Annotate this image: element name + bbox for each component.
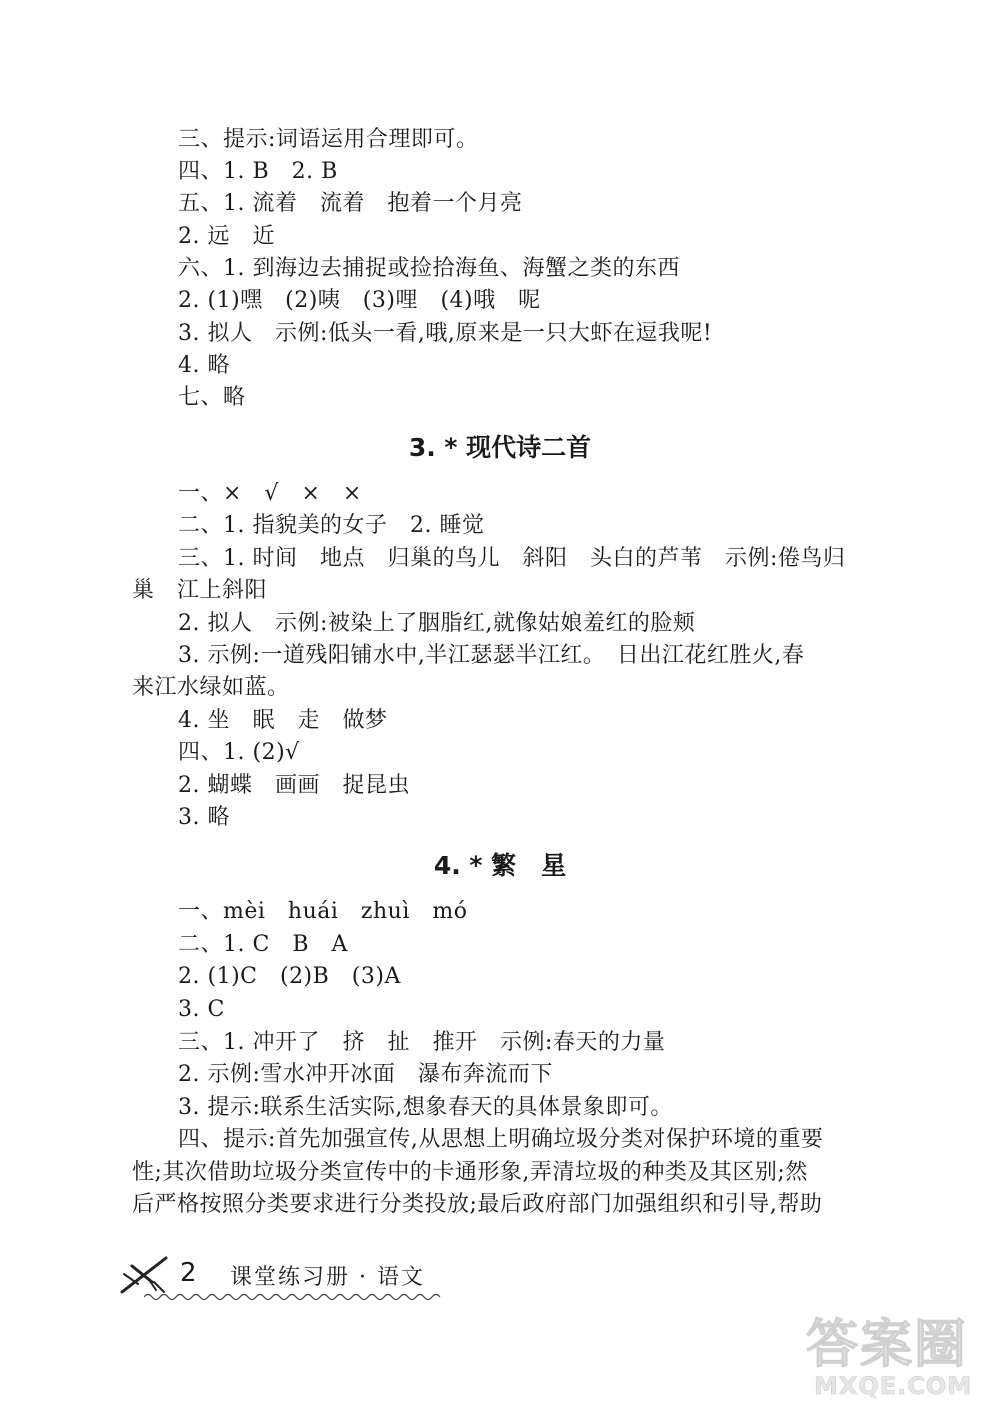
answer-line: 2. (1)嘿 (2)咦 (3)哩 (4)哦 呢 [178, 288, 541, 313]
answer-line: 4. 坐 眠 走 做梦 [178, 708, 388, 733]
page-footer [118, 1252, 438, 1312]
answer-line: 2. 示例:雪水冲开冰面 瀑布奔流而下 [178, 1062, 553, 1087]
answer-line: 3. 提示:联系生活实际,想象春天的具体景象即可。 [178, 1095, 673, 1120]
answer-line: 3. C [178, 997, 225, 1022]
answer-line: 2. 蝴蝶 画画 捉昆虫 [178, 773, 410, 798]
book-title: 课堂练习册 · 语文 [230, 1265, 425, 1290]
answer-line: 五、1. 流着 流着 抱着一个月亮 [178, 191, 523, 216]
section-title: 3. * 现代诗二首 [408, 433, 592, 462]
section-title: 4. * 繁 星 [433, 851, 567, 880]
page-number: 2 [180, 1258, 197, 1288]
answer-line: 3. 拟人 示例:低头一看,哦,原来是一只大虾在逗我呢! [178, 321, 713, 346]
watermark-logo: 答案圈 [806, 1315, 969, 1375]
answer-line: 二、1. 指貌美的女子 2. 睡觉 [178, 513, 485, 538]
answer-line: 3. 略 [178, 805, 230, 830]
watermark [800, 1300, 990, 1410]
answer-line: 三、提示:词语运用合理即可。 [178, 127, 479, 152]
answer-line: 3. 示例:一道残阳铺水中,半江瑟瑟半江红。 日出江花红胜火,春 [178, 643, 805, 668]
answer-line: 一、mèi huái zhuì mó [178, 899, 468, 924]
wavy-divider [144, 1292, 444, 1302]
answer-line: 四、1. B 2. B [178, 159, 338, 184]
answer-line: 来江水绿如蓝。 [132, 675, 290, 700]
answer-line: 2. 拟人 示例:被染上了胭脂红,就像姑娘羞红的脸颊 [178, 611, 696, 636]
answer-line: 后严格按照分类要求进行分类投放;最后政府部门加强组织和引导,帮助 [132, 1192, 823, 1217]
answer-line: 三、1. 冲开了 挤 扯 推开 示例:春天的力量 [178, 1030, 666, 1055]
answer-line: 2. (1)C (2)B (3)A [178, 964, 401, 989]
answer-line: 巢 江上斜阳 [132, 578, 268, 603]
answer-line: 性;其次借助垃圾分类宣传中的卡通形象,弄清垃圾的种类及其区别;然 [132, 1160, 808, 1185]
answer-line: 六、1. 到海边去捕捉或捡拾海鱼、海蟹之类的东西 [178, 256, 680, 281]
answer-line: 4. 略 [178, 353, 230, 378]
answer-line: 二、1. C B A [178, 932, 348, 957]
answer-line: 四、1. (2)√ [178, 740, 300, 765]
answer-line: 2. 远 近 [178, 224, 275, 249]
watermark-url: MXQE.COM [814, 1372, 973, 1400]
answer-line: 四、提示:首先加强宣传,从思想上明确垃圾分类对保护环境的重要 [178, 1127, 824, 1152]
answer-line: 三、1. 时间 地点 归巢的鸟儿 斜阳 头白的芦苇 示例:倦鸟归 [178, 546, 846, 571]
answer-line: 七、略 [178, 385, 246, 410]
answer-line: 一、× √ × × [178, 481, 362, 506]
